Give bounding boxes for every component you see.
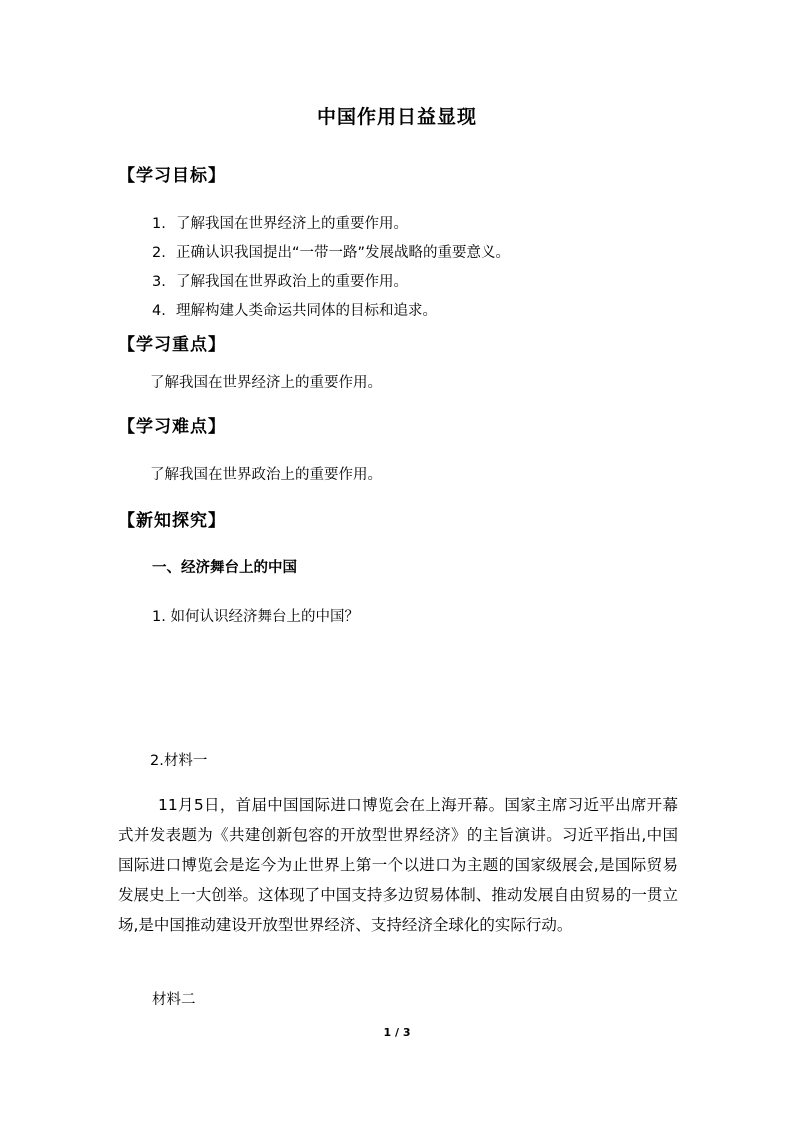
goal-item-3: [152, 270, 408, 291]
key-points-text: 了解我国在世界经济上的重要作用。: [150, 375, 382, 391]
explore-subheading: 一、经济舞台上的中国: [152, 560, 297, 576]
goal-text: 了解我国在世界经济上的重要作用。: [176, 216, 408, 232]
difficulty-text: 了解我国在世界政治上的重要作用。: [150, 467, 382, 483]
key-points-heading: 【学习重点】: [118, 335, 226, 355]
material-1-label: 2.材料一: [150, 753, 208, 769]
material-1-text: 11月5日，首届中国国际进口博览会在上海开幕。国家主席习近平出席开幕式并发表题为《共建创新包容的开放型世界经济》的主旨演讲。习近平指出,中国国际进口博览会是迄今为止世界上第一个以进口为主题的国家级展会,是国际贸易发展史上一大创举。这体现了中国支持多边贸易体制、推动发展自由贸易的一贯立场,是中国推动建设开放型世界经济、支持经济全球化的实际行动。: [118, 796, 678, 934]
question-1: 1. 如何认识经济舞台上的中国？: [152, 609, 359, 625]
page-title: 中国作用日益显现: [316, 106, 477, 128]
goal-number: 3.: [152, 274, 166, 290]
goal-number: 4.: [152, 303, 166, 319]
goal-number: 1.: [152, 216, 166, 232]
goal-text: 正确认识我国提出“一带一路”发展战略的重要意义。: [176, 245, 511, 261]
goal-text: 理解构建人类命运共同体的目标和追求。: [176, 303, 437, 319]
difficulty-heading: 【学习难点】: [118, 417, 226, 437]
goal-item-4: [152, 299, 437, 320]
material-2-label: 材料二: [152, 992, 196, 1008]
goal-text: 了解我国在世界政治上的重要作用。: [176, 274, 408, 290]
explore-heading: 【新知探究】: [118, 511, 226, 531]
goal-item-2: [152, 241, 510, 262]
goal-number: 2.: [152, 245, 166, 261]
page-number: 1 / 3: [383, 1026, 411, 1039]
goals-heading: 【学习目标】: [118, 166, 226, 186]
goal-item-1: [152, 212, 408, 233]
